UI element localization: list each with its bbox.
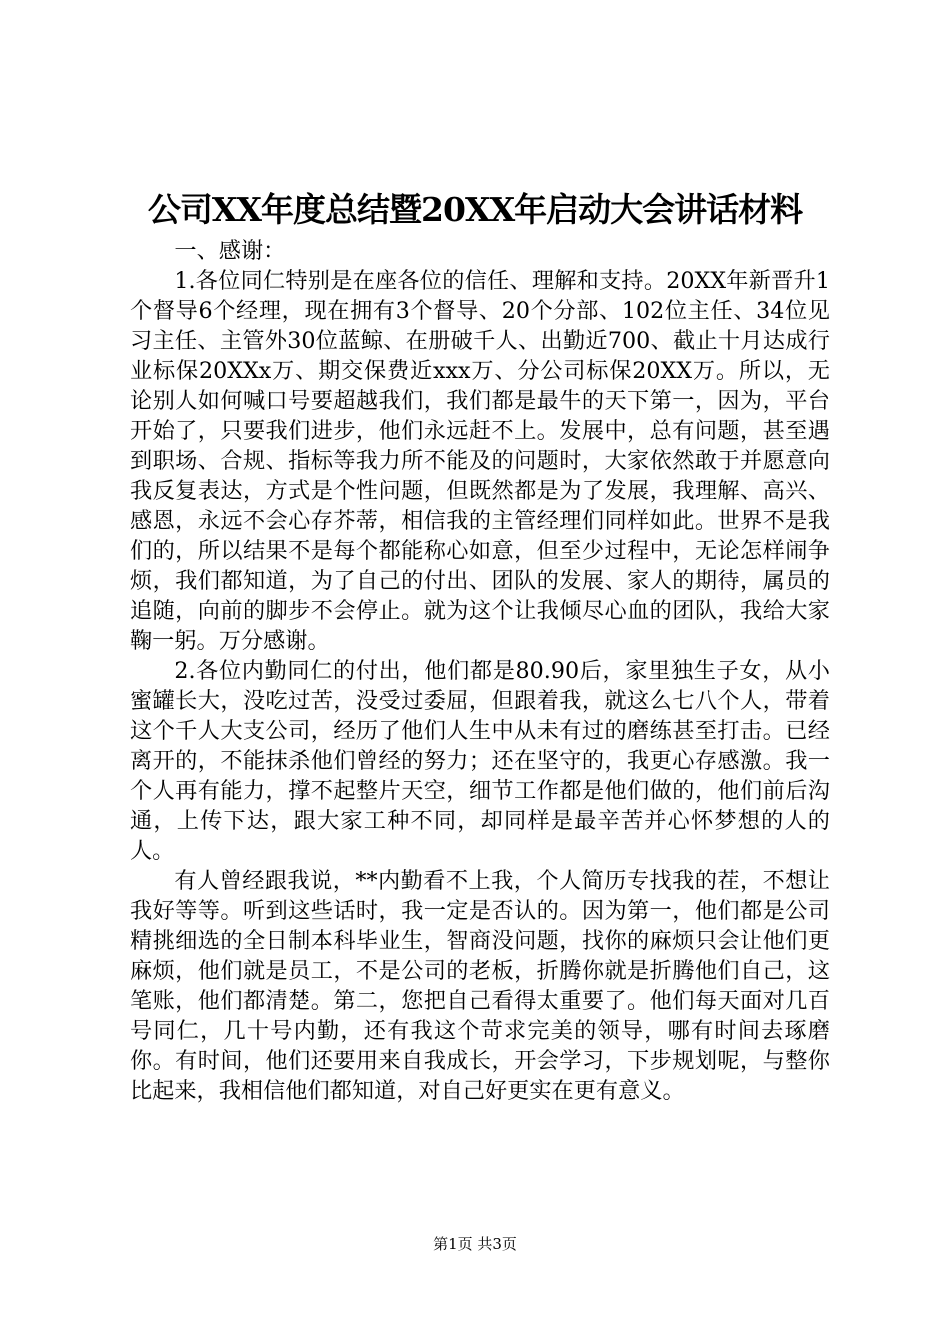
document-body — [130, 236, 830, 1106]
section-heading-thanks: 一、感谢： — [174, 238, 286, 264]
paragraph-thanks-staff: 2.各位内勤同仁的付出，他们都是80.90后，家里独生子女，从小蜜罐长大，没吃过苦，没受过委屈，但跟着我，就这么七八个人，带着这个千人大支公司，经历了他们人生中从未有过的磨练甚至打击。已经离开的，不能抹杀他们曾经的努力；还在坚守的，我更心存感激。我一个人再有能力，撑不起整片天空，细节工作都是他们做的，他们前后沟通，上传下达，跟大家工种不同，却同样是最辛苦并心怀梦想的人的人。 — [130, 658, 830, 864]
paragraph-thanks-colleagues: 1.各位同仁特别是在座各位的信任、理解和支持。20XX年新晋升1个督导6个经理，现在拥有3个督导、20个分部、102位主任、34位见习主任、主管外30位蓝鲸、在册破千人、出勤近700、截止十月达成行业标保20XXx万、期交保费近xxx万、分公司标保20XX万。所以，无论别人如何喊口号要超越我们，我们都是最牛的天下第一，因为，平台开始了，只要我们进步，他们永远赶不上。发展中，总有问题，甚至遇到职场、合规、指标等我力所不能及的问题时，大家依然敢于并愿意向我反复表达，方式是个性问题，但既然都是为了发展，我理解、高兴、感恩，永远不会心存芥蒂，相信我的主管经理们同样如此。世界不是我们的，所以结果不是每个都能称心如意，但至少过程中，无论怎样闹争烦，我们都知道，为了自己的付出、团队的发展、家人的期待，属员的追随，向前的脚步不会停止。就为这个让我倾尽心血的团队，我给大家鞠一躬。万分感谢。 — [130, 268, 830, 654]
paragraph-staff-remarks: 有人曾经跟我说，**内勤看不上我，个人简历专找我的茬，不想让我好等等。听到这些话时，我一定是否认的。因为第一，他们都是公司精挑细选的全日制本科毕业生，智商没问题，找你的麻烦只会让他们更麻烦，他们就是员工，不是公司的老板，折腾你就是折腾他们自己，这笔账，他们都清楚。第二，您把自己看得太重要了。他们每天面对几百号同仁，几十号内勤，还有我这个苛求完美的领导，哪有时间去琢磨你。有时间，他们还要用来自我成长，开会学习，下步规划呢，与整你比起来，我相信他们都知道，对自己好更实在更有意义。 — [130, 868, 830, 1104]
page-footer: 第1页 共3页 — [433, 1235, 517, 1253]
document-title: 公司XX年度总结暨20XX年启动大会讲话材料 — [147, 190, 803, 229]
